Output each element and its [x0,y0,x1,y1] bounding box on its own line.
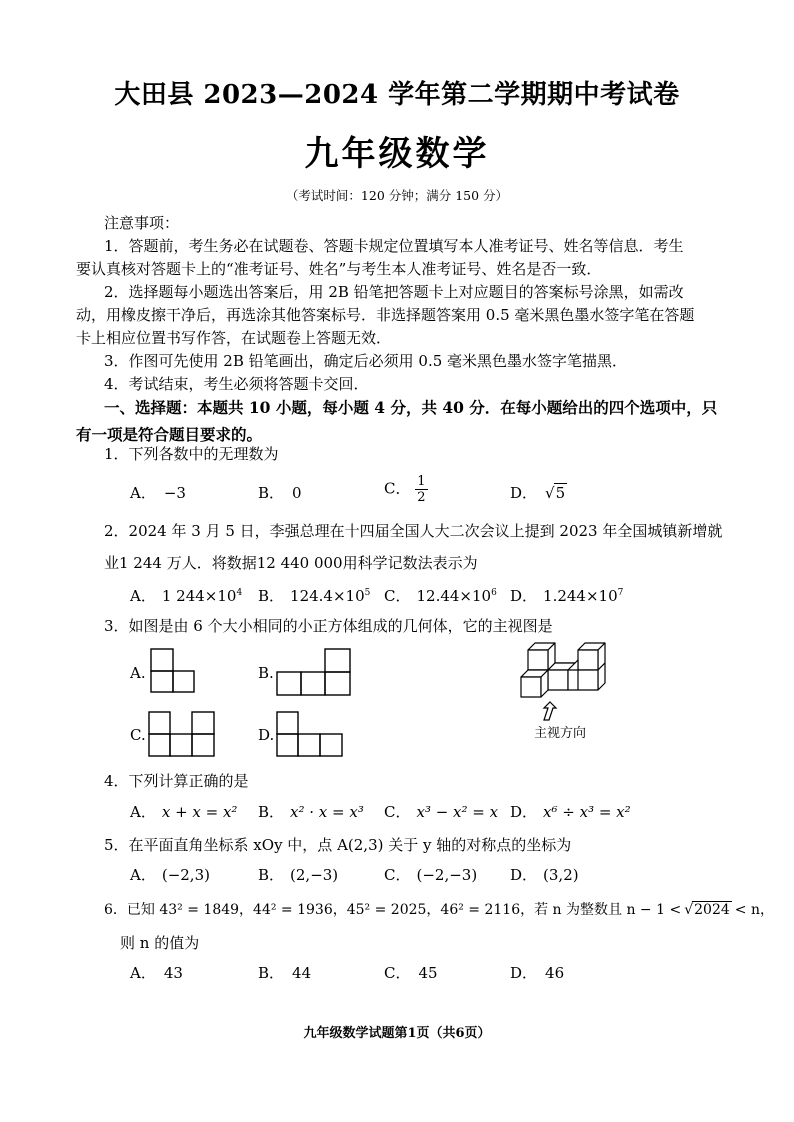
q6-option-c [384,962,438,983]
q5-option-c [384,864,477,885]
question-3-stem: 3．如图是由 6 个大小相同的小正方体组成的几何体，它的主视图是 [104,617,553,635]
q1-option-a [130,482,186,503]
option-label: C． [384,866,411,884]
square [277,712,298,734]
q2-option-a [130,585,242,606]
question-6-stem-tail: < n， [734,902,774,918]
option-value: 12.44×10 [416,587,492,605]
square [298,734,320,756]
notice-line: 卡上相应位置书写作答，在试题卷上答题无效． [76,329,392,347]
option-label: B． [258,866,285,884]
cube-face [578,650,598,670]
option-value: (−2,−3) [416,866,478,884]
square [320,734,342,756]
option-value: x³ − x² = x [416,803,499,821]
square [192,734,214,756]
notice-line: 要认真核对答题卡上的“准考证号、姓名”与考生本人准考证号、姓名是否一致． [76,260,602,278]
square [192,712,214,734]
square [325,672,350,695]
q4-option-d [510,801,631,822]
q5-option-a [130,864,210,885]
q3-option-b-label: B. [258,664,274,682]
option-value: (−2,3) [161,866,210,884]
fraction [415,474,427,505]
option-value: 1.244×10 [543,587,618,605]
option-value: 46 [545,964,565,982]
exponent: 6 [491,588,497,598]
q6-option-b [258,962,311,983]
q1-option-d [510,482,567,503]
exponent: 4 [236,588,243,598]
notice-line: 2．选择题每小题选出答案后，用 2B 铅笔把答题卡上对应题目的答案标号涂黑，如需改 [104,283,684,301]
option-value: −3 [163,484,186,502]
view-direction-caption: 主视方向 [534,726,587,741]
cube-face [568,670,598,690]
q1-option-b [258,482,302,503]
notice-line: 1．答题前，考生务必在试题卷、答题卡规定位置填写本人准考证号、姓名等信息．考生 [104,237,684,255]
numerator: 1 [417,474,426,489]
cube-face [521,677,541,697]
option-value: (3,2) [543,866,579,884]
square [173,671,194,692]
radicand: 5 [555,484,566,502]
option-label: D． [510,964,538,982]
question-2-stem-cont: 业1 244 万人．将数据12 440 000用科学记数法表示为 [104,554,478,572]
option-value: 45 [418,964,438,982]
option-value: x + x = x² [161,803,238,821]
section-heading-cont: 有一项是符合题目要求的。 [76,425,263,444]
radical-sign: √ [684,902,694,918]
q5-option-b [258,864,338,885]
option-label: B． [258,587,285,605]
page-footer: 九年级数学试题第1页（共6页） [303,1026,491,1041]
square [277,734,298,756]
option-label: C． [384,479,411,498]
q6-option-d [510,962,564,983]
q4-option-a [130,801,237,822]
question-5-stem: 5．在平面直角坐标系 xOy 中，点 A(2,3) 关于 y 轴的对称点的坐标为 [104,836,572,854]
option-label: D． [510,866,538,884]
option-value: 44 [292,964,312,982]
exam-info: （考试时间：120 分钟；满分 150 分） [285,188,509,203]
exponent: 5 [364,588,371,598]
option-value: x⁶ ÷ x³ = x² [543,803,631,821]
q2-option-b [258,585,370,606]
square [170,734,192,756]
option-value: 124.4×10 [290,587,365,605]
q1-option-c [384,474,428,505]
q3-option-c-figure [148,711,216,757]
option-label: A． [130,866,156,884]
option-label: B． [258,964,285,982]
q3-option-d-figure [276,711,344,757]
exponent: 7 [617,588,624,598]
notice-line: 4．考试结束，考生必须将答题卡交回． [104,375,369,393]
question-4-stem: 4．下列计算正确的是 [104,772,249,790]
q5-option-d [510,864,579,885]
radicand: 2024 [694,902,730,918]
option-label: A． [130,587,156,605]
option-label: A． [130,484,156,502]
option-value: 43 [163,964,183,982]
question-6-stem-cont: 则 n 的值为 [120,934,200,952]
q2-option-d [510,585,623,606]
option-label: A． [130,964,156,982]
cube-face [528,650,548,670]
option-label: C． [384,803,411,821]
option-value: 0 [292,484,302,502]
notice-line: 3．作图可先使用 2B 铅笔画出，确定后必须用 0.5 毫米黑色墨水签字笔描黑． [104,352,628,370]
question-2-stem: 2．2024 年 3 月 5 日，李强总理在十四届全国人大二次会议上提到 2023 年全国城镇新增就 [104,522,723,540]
section-heading: 一、选择题：本题共 10 小题，每小题 4 分，共 40 分．在每小题给出的四个选项中，只 [104,398,718,417]
q3-option-b-figure [276,648,352,696]
q3-option-d-label: D. [258,726,275,744]
option-value: (2,−3) [290,866,339,884]
option-label: D． [510,484,538,502]
option-label: D． [510,587,538,605]
square [277,672,301,695]
notice-heading: 注意事项： [104,214,180,232]
q4-option-b [258,801,364,822]
option-label: A． [130,803,156,821]
q3-option-a-label: A. [130,664,146,682]
q3-option-c-label: C. [130,726,146,744]
square [301,672,325,695]
question-6-stem [104,899,774,919]
cube-face [548,670,568,690]
option-value: x² · x = x³ [290,803,364,821]
option-label: C． [384,964,411,982]
square [151,649,173,671]
notice-line: 动，用橡皮擦干净后，再选涂其他答案标号．非选择题答案用 0.5 毫米黑色墨水签字笔在答题 [76,306,695,324]
view-arrow [544,702,556,720]
square [149,712,170,734]
radical-sign: √ [545,484,555,502]
q4-option-c [384,801,498,822]
square [325,649,350,672]
square [151,671,173,692]
q6-option-a [130,962,183,983]
option-label: B． [258,484,285,502]
option-label: D． [510,803,538,821]
option-label: C． [384,587,411,605]
q3-option-a-figure [150,648,196,694]
square [149,734,170,756]
denominator: 2 [417,490,426,505]
option-value: 1 244×10 [161,587,237,605]
question-1-stem: 1．下列各数中的无理数为 [104,445,279,463]
option-label: B． [258,803,285,821]
question-6-stem-text: 6．已知 43² = 1849，44² = 1936，45² = 2025，46² = 2116，若 n 为整数且 n − 1 < [104,902,682,918]
q2-option-c [384,585,497,606]
exam-title: 大田县 2023—2024 学年第二学期期中考试卷 [114,80,680,110]
subject-title: 九年级数学 [304,134,490,174]
